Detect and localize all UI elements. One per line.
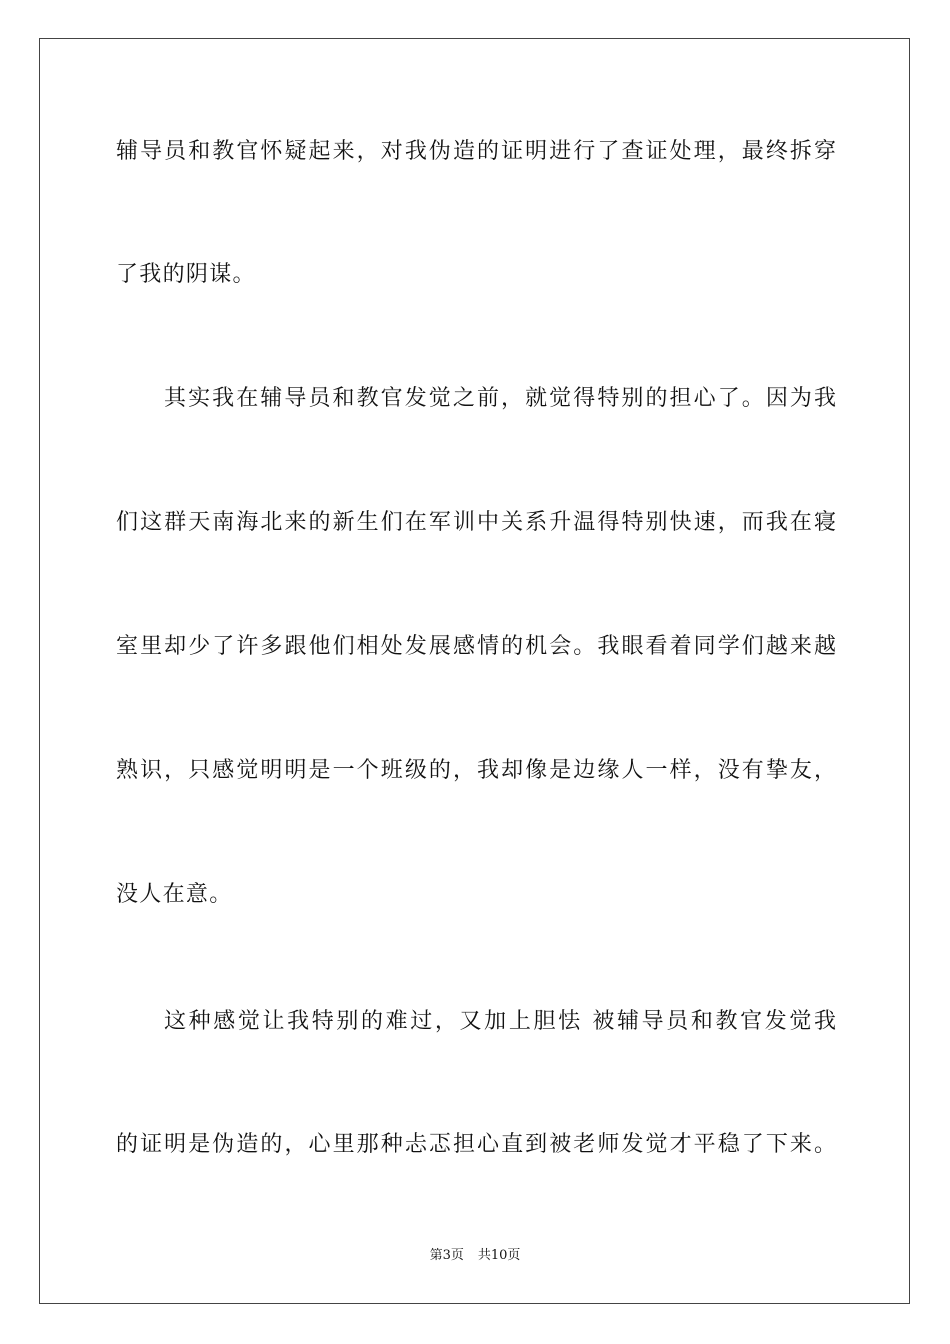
paragraph-line: 室里却少了许多跟他们相处发展感情的机会。我眼看着同学们越来越 [116, 634, 836, 659]
paragraph-line: 这种感觉让我特别的难过，又加上胆怯 被辅导员和教官发觉我 [164, 1009, 836, 1034]
paragraph-line: 熟识，只感觉明明是一个班级的，我却像是边缘人一样，没有挚友， [116, 758, 836, 783]
page-footer [0, 1247, 950, 1265]
paragraph-line: 其实我在辅导员和教官发觉之前，就觉得特别的担心了。因为我 [164, 386, 836, 411]
page-frame [39, 38, 910, 1304]
page-total: 共10页 [477, 1248, 521, 1263]
paragraph-line: 们这群天南海北来的新生们在军训中关系升温得特别快速，而我在寝 [116, 510, 836, 535]
paragraph-line: 没人在意。 [116, 882, 233, 907]
paragraph-line: 辅导员和教官怀疑起来，对我伪造的证明进行了查证处理，最终拆穿 [116, 139, 836, 164]
paragraph-line: 的证明是伪造的，心里那种忐忑担心直到被老师发觉才平稳了下来。 [116, 1132, 836, 1157]
paragraph-line: 了我的阴谋。 [116, 262, 256, 287]
page-number: 第3页 [429, 1248, 464, 1263]
